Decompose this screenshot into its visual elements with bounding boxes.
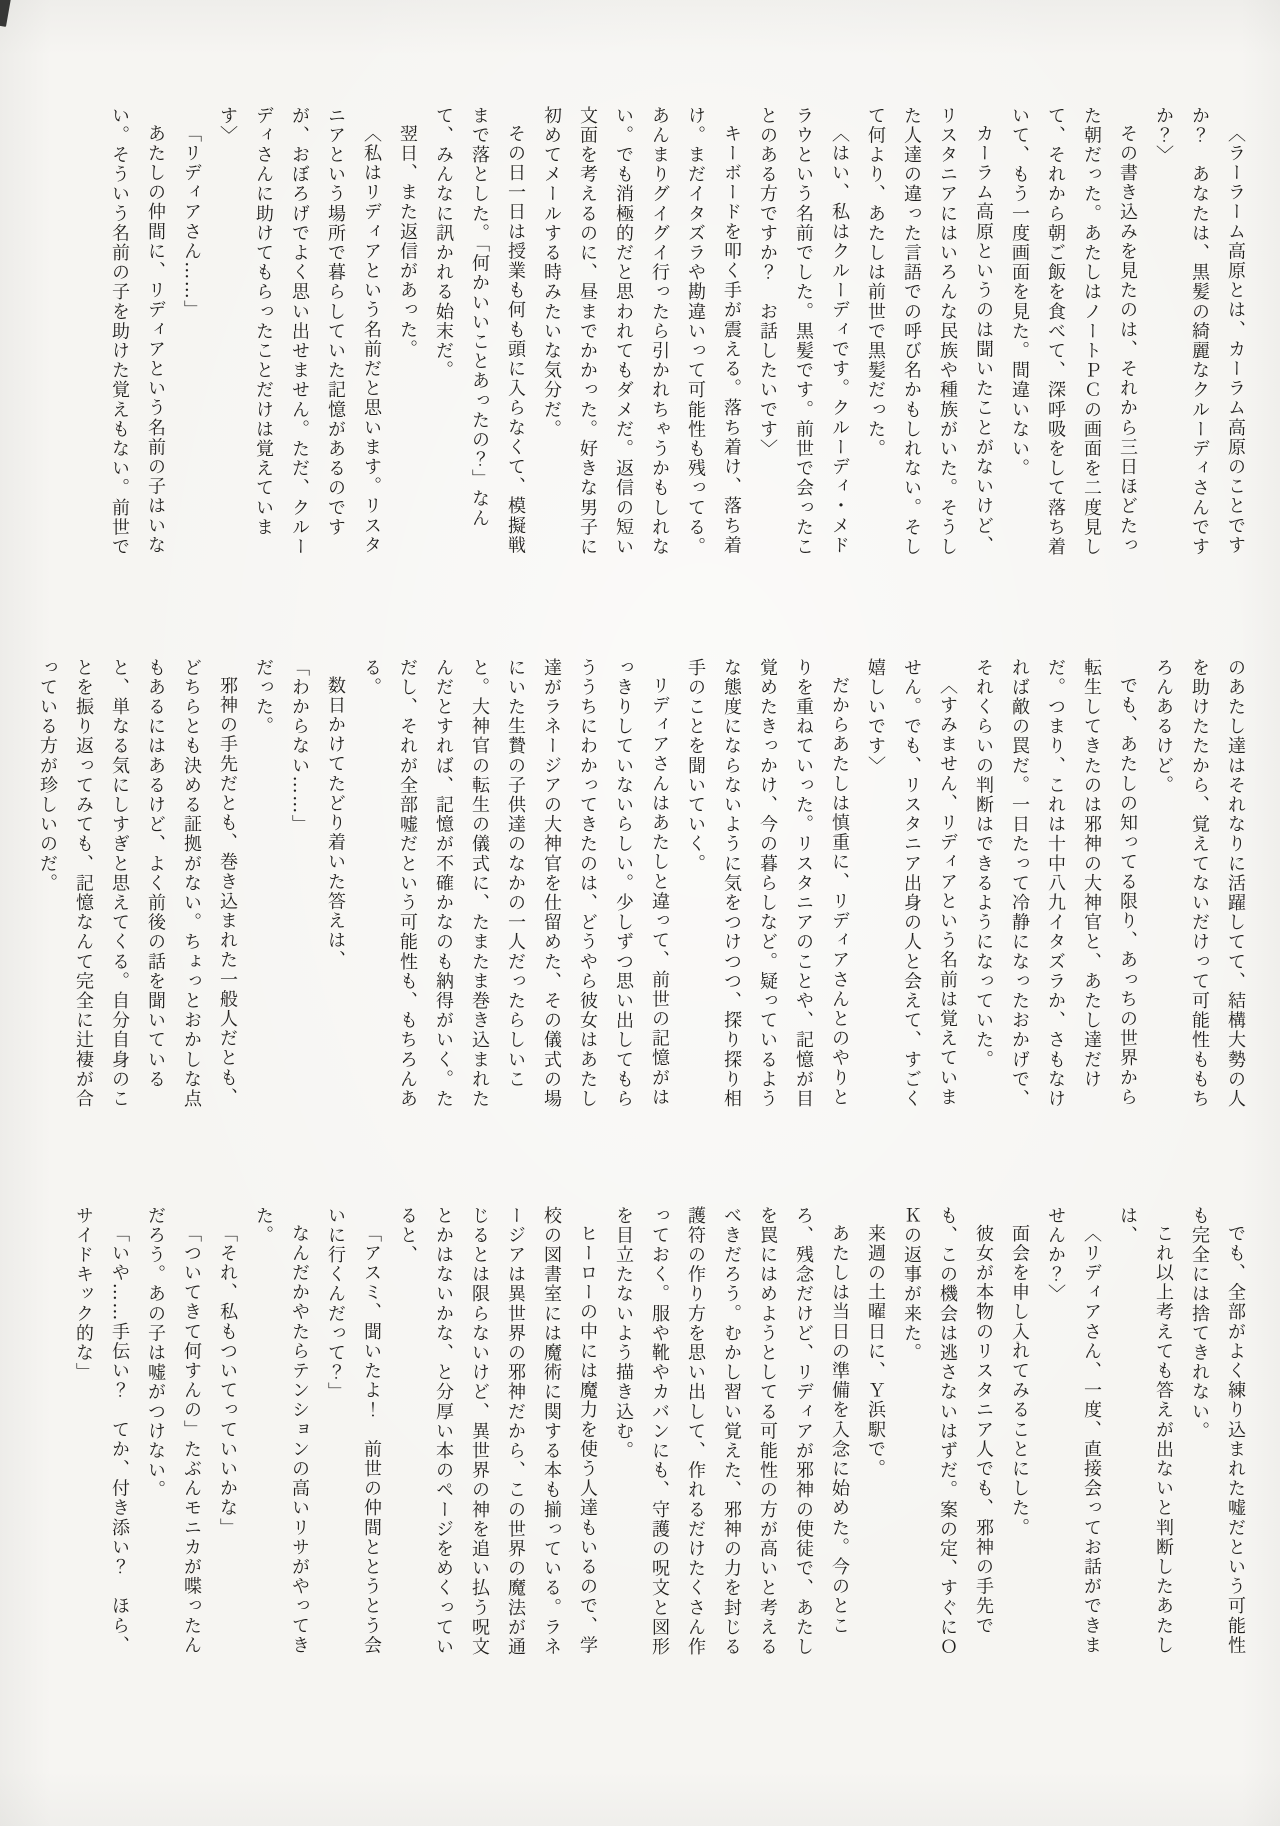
paragraph: だからあたしは慎重に、リディアさんとのやりとりを重ねていった。リスタニアのことや、記憶が目覚めたきっかけ、今の暮らしなど。疑っているような態度にならないように気をつけつつ、探り探り相手のことを聞いていく。 [685,658,850,1109]
paragraph: リディアさんはあたしと違って、前世の記憶がはっきりしていないらしい。少しずつ思い出してもらううちにわかってきたのは、どうやら彼女はあたし達がラネージアの大神官を仕留めた、その儀式の場にいた生贄の子供達のなかの一人だったらしいこと。大神官の転生の儀式に、たまたま巻き込まれたんだとすれば、記憶が不確かなのも納得がいく。ただし、それが全部嘘だという可能性も、もちろんある。 [361,658,670,1109]
paragraph: 彼女が本物のリスタニア人でも、邪神の手先でも、この機会は逃さないはずだ。案の定、すぐにＯＫの返事が来た。 [901,1206,994,1657]
paragraph: 〈はい、私はクルーディです。クルーディ・メドラウという名前でした。黒髪です。前世で会ったことのある方ですか？ お話したいです〉 [757,106,850,557]
paragraph: あたしは当日の準備を入念に始めた。今のところ、残念だけど、リディアが邪神の使徒で、あたしを罠にはめようとしてる可能性の方が高いと考えるべきだろう。むかし習い覚えた、邪神の力を封じる護符の作り方を思い出して、作れるだけたくさん作っておく。服や靴やカバンにも、守護の呪文と図形を目立たないよう描き込む。 [613,1206,850,1657]
paragraph: ヒーローの中には魔力を使う人達もいるので、学校の図書室には魔術に関する本も揃っている。ラネージアは異世界の邪神だから、この世界の魔法が通じるとは限らないけど、異世界の神を追い払う呪文とかはないかな、と分厚い本のページをめくっていると、 [397,1206,598,1657]
paragraph: その書き込みを見たのは、それから三日ほどたった朝だった。あたしはノートＰＣの画面を二度見して、それから朝ご飯を食べて、深呼吸をして落ち着いて、もう一度画面を見た。間違いない。 [1009,106,1138,557]
text-band-bottom [65,1206,1253,1664]
paragraph: 「いや……手伝い？ てか、付き添い？ ほら、サイドキック的な」 [73,1206,130,1656]
scan-artifact-corner [0,0,12,27]
paragraph: キーボードを叩く手が震える。落ち着け、落ち着け。まだイタズラや勘違いって可能性も残ってる。あんまりグイグイ行ったら引かれちゃうかもしれない。でも消極的だと思われてもダメだ。返信の短い文面を考えるのに、昼までかかった。好きな男子に初めてメールする時みたいな気分だ。 [541,106,742,557]
paragraph: 来週の土曜日に、Ｙ浜駅で。 [865,1224,886,1479]
paragraph: その日一日は授業も何も頭に入らなくて、模擬戦まで落とした。「何かいいことあったの？」なんて、みんなに訊かれる始末だ。 [433,106,526,556]
paragraph: あたしの仲間に、リディアという名前の子はいない。そういう名前の子を助けた覚えもない。前世で [109,106,166,557]
paragraph: のあたし達はそれなりに活躍してて、結構大勢の人を助けたたから、覚えてないだけって可能性ももちろんあるけど。 [1153,658,1246,1109]
paragraph: でも、全部がよく練り込まれた嘘だという可能性も完全には捨てきれない。 [1189,1206,1246,1656]
paragraph: 翌日、また返信があった。 [397,124,418,360]
paragraph: だった。 [253,658,274,737]
paragraph: でも、あたしの知ってる限り、あっちの世界から転生してきたのは邪神の大神官と、あたし達だけだ。つまり、これは十中八九イタズラか、さもなければ敵の罠だ。一日たって冷静になったおかげで、それくらいの判断はできるようになっていた。 [973,658,1138,1109]
paragraph: カーラム高原というのは聞いたことがないけど、リスタニアにはいろんな民族や種族がいた。そうした人達の違った言語での呼び名かもしれない。そして何より、あたしは前世で黒髪だった。 [865,106,994,557]
paragraph: 「リディアさん……」 [181,124,202,320]
paragraph: 「それ、私もついてっていいかな」 [217,1224,238,1538]
paragraph: 「アスミ、聞いたよ！ 前世の仲間ととうとう会いに行くんだって？」 [325,1206,382,1656]
paragraph: これ以上考えても答えが出ないと判断したあたしは、 [1117,1206,1174,1656]
paragraph: 「ついてきて何すんの」たぶんモニカが喋ったんだろう。あの子は嘘がつけない。 [145,1206,202,1656]
paragraph: 〈私はリディアという名前だと思います。リスタニアという場所で暮らしていた記憶があるのですが、おぼろげでよく思い出せません。ただ、クルーディさんに助けてもらったことだけは覚えています〉 [217,106,382,557]
text-band-top [101,106,1253,564]
paragraph: 〈リディアさん、一度、直接会ってお話ができませんか？〉 [1045,1206,1102,1656]
paragraph: 面会を申し入れてみることにした。 [1009,1224,1030,1538]
paragraph: 邪神の手先だとも、巻き込まれた一般人だとも、どちらとも決める証拠がない。ちょっとおかしな点もあるにはあるけど、よく前後の話を聞いていると、単なる気にしすぎと思えてくる。自分自身のことを振り返ってみても、記憶なんて完全に辻褄が合っている方が珍しいのだ。 [37,658,238,1109]
paragraph: 数日かけてたどり着いた答えは、 [325,676,346,970]
text-band-middle [29,658,1253,1116]
paragraph: なんだかやたらテンションの高いリサがやってきた。 [253,1206,310,1656]
paragraph: 〈ラーラーム高原とは、カーラム高原のことですか？ あなたは、黒髪の綺麗なクルーディさんですか？〉 [1153,106,1246,557]
paragraph: 「わからない……」 [289,658,310,835]
paragraph: 〈すみません、リディアという名前は覚えていません。でも、リスタニア出身の人と会えて、すごく嬉しいです〉 [865,658,958,1109]
